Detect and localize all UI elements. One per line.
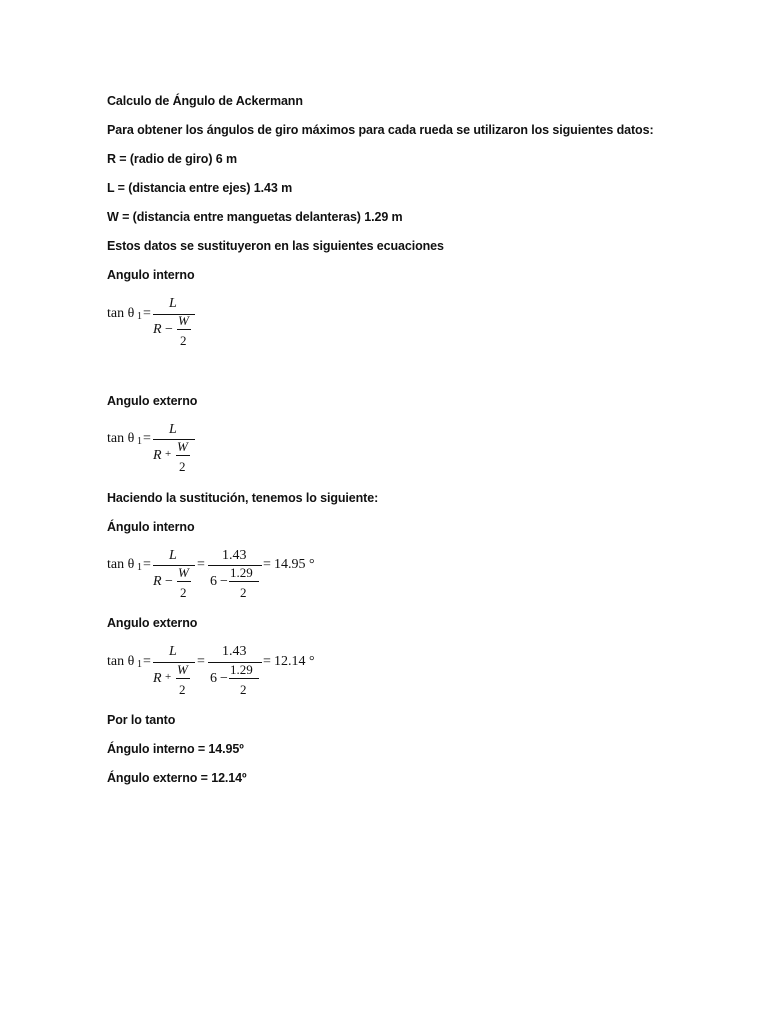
intro-text: Para obtener los ángulos de giro máximos para cada rueda se utilizaron los siguientes datos: [107, 123, 654, 137]
eq-equals: = [143, 557, 151, 572]
eq-equals: = [143, 654, 151, 669]
fraction-bar-small [177, 581, 191, 582]
eq-two: 2 [180, 585, 187, 600]
data-l: L = (distancia entre ejes) 1.43 m [107, 181, 293, 195]
data-w: W = (distancia entre manguetas delanteras) 1.29 m [107, 210, 403, 224]
eq-equals: = [143, 431, 151, 446]
fraction-bar [153, 439, 195, 440]
eq-r: R [153, 671, 162, 686]
eq-lhs: tan θ [107, 306, 135, 321]
eq-r: R [153, 322, 162, 337]
eq-two-2: 2 [240, 682, 247, 697]
eq-sub: 1 [137, 311, 142, 322]
result-interno: Ángulo interno = 14.95º [107, 742, 244, 756]
fraction-bar-small-2 [229, 581, 259, 582]
eq-result-interno: 14.95 ° [274, 557, 315, 572]
fraction-bar-small-2 [229, 678, 259, 679]
eq-lhs: tan θ [107, 431, 135, 446]
eq-sub: 1 [137, 562, 142, 573]
eq-result-externo: 12.14 ° [274, 654, 315, 669]
conclusion-text: Por lo tanto [107, 713, 176, 727]
eq-num-143: 1.43 [222, 548, 247, 563]
eq-minus: − [165, 322, 173, 337]
eq-equals-3: = [263, 654, 271, 669]
eq-w-value: 1.29 [230, 662, 253, 677]
eq-plus: + [165, 448, 172, 460]
eq-w: W [177, 439, 188, 454]
eq-w: W [178, 313, 189, 328]
eq-numerator-l: L [169, 644, 177, 659]
heading-angulo-interno-2: Ángulo interno [107, 520, 195, 534]
eq-plus: + [165, 671, 172, 683]
equation-interno [107, 296, 307, 352]
eq-r: R [153, 574, 162, 589]
doc-title: Calculo de Ángulo de Ackermann [107, 94, 303, 108]
eq-two: 2 [179, 459, 186, 474]
eq-equals-2: = [197, 654, 205, 669]
fraction-bar [153, 662, 195, 663]
equation-interno-sustituida [107, 548, 367, 604]
eq-w-value: 1.29 [230, 565, 253, 580]
eq-equals: = [143, 306, 151, 321]
fraction-bar-small [176, 455, 190, 456]
eq-sub: 1 [137, 436, 142, 447]
sustitucion-text: Haciendo la sustitución, tenemos lo siguiente: [107, 491, 379, 505]
eq-numerator-l: L [169, 422, 177, 437]
eq-lhs: tan θ [107, 654, 135, 669]
eq-two-2: 2 [240, 585, 247, 600]
eq-minus-2: − [220, 671, 228, 686]
fraction-bar-small [176, 678, 190, 679]
equation-externo-sustituida [107, 644, 367, 700]
eq-r: R [153, 448, 162, 463]
fraction-bar-small [177, 329, 191, 330]
eq-equals-2: = [197, 557, 205, 572]
heading-angulo-interno: Angulo interno [107, 268, 195, 282]
eq-numerator-l: L [169, 548, 177, 563]
eq-sub: 1 [137, 659, 142, 670]
eq-minus-2: − [220, 574, 228, 589]
eq-num-143: 1.43 [222, 644, 247, 659]
data-r: R = (radio de giro) 6 m [107, 152, 238, 166]
eq-equals-3: = [263, 557, 271, 572]
eq-two: 2 [180, 333, 187, 348]
heading-angulo-externo-2: Angulo externo [107, 616, 198, 630]
result-externo: Ángulo externo = 12.14º [107, 771, 247, 785]
eq-six: 6 [210, 574, 217, 589]
eq-two: 2 [179, 682, 186, 697]
eq-numerator-l: L [169, 296, 177, 311]
sub-intro: Estos datos se sustituyeron en las siguientes ecuaciones [107, 239, 444, 253]
eq-w: W [178, 565, 189, 580]
eq-lhs: tan θ [107, 557, 135, 572]
eq-w: W [177, 662, 188, 677]
heading-angulo-externo: Angulo externo [107, 394, 198, 408]
equation-externo [107, 422, 307, 478]
eq-minus: − [165, 574, 173, 589]
eq-six: 6 [210, 671, 217, 686]
